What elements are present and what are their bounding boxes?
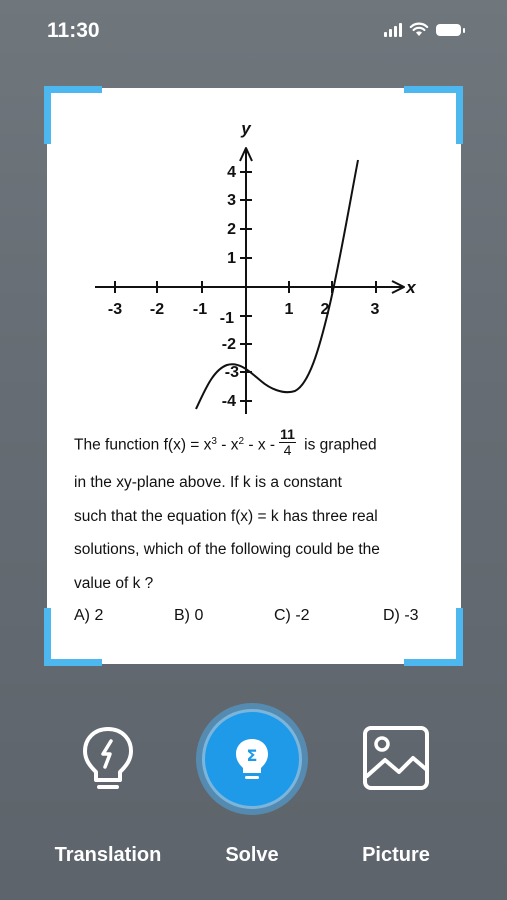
image-icon [361,724,431,792]
wifi-icon [409,22,429,37]
scan-corner-top-right [404,86,463,93]
x-tick-label: -1 [192,301,208,318]
choice-b: B) 0 [174,607,204,624]
lightbulb-icon [78,724,138,796]
x-axis [95,281,404,293]
y-tick-label: 2 [227,221,236,238]
question-line-1-prefix: The function f(x) = x [74,436,212,454]
choice-d: D) -3 [383,607,419,624]
x-axis-label: x [406,278,416,297]
scan-corner-bottom-left [44,659,102,666]
exponent-3: 3 [211,435,217,447]
scan-corner-bottom-right [404,659,463,666]
scanned-document [47,88,461,664]
signal-icon [384,23,402,37]
scan-corner-bottom-right-v [456,608,463,666]
question-line-3: such that the equation f(x) = k has three real [74,508,378,525]
question-line-5: value of k ? [74,575,154,592]
y-tick-label: 1 [227,250,236,267]
status-time: 11:30 [47,19,100,42]
x-tick-label: 1 [284,301,294,318]
x-tick-label: -2 [149,301,165,318]
fraction [279,427,296,458]
svg-text:Σ: Σ [246,746,258,765]
translation-button[interactable] [66,718,150,802]
x-tick-label: -3 [107,301,123,318]
exponent-2: 2 [238,435,245,447]
question-line-1-suffix: is graphed [299,436,377,454]
choice-a: A) 2 [74,607,104,624]
solve-button[interactable] [205,712,299,806]
question-line-1 [74,426,377,461]
scan-corner-top-left [44,86,102,93]
scan-corner-top-right-v [456,86,463,144]
solve-label[interactable]: Solve [225,844,279,866]
fraction-numerator: 11 [280,426,295,442]
y-tick-label: -2 [221,336,236,353]
picture-label[interactable]: Picture [362,844,430,866]
y-tick-label: 3 [227,192,236,209]
x-tick-label: 3 [370,301,380,318]
y-tick-label: -1 [219,310,234,327]
picture-button[interactable] [358,722,434,794]
function-curve [196,160,358,409]
y-tick-label: 4 [227,164,236,181]
fraction-denominator: 4 [283,442,292,458]
sigma-lightbulb-icon [232,737,272,781]
status-icons [384,22,461,37]
y-tick-label: -3 [224,364,239,381]
question-line-1-mid: - x [216,436,239,454]
translation-label[interactable]: Translation [54,844,162,866]
question-line-4: solutions, which of the following could be the [74,541,380,558]
y-tick-label: -4 [221,393,236,410]
question-line-1-mid2: - x - [244,436,276,454]
battery-icon [436,24,461,36]
x-tick-label: 2 [320,301,330,318]
status-bar [0,0,507,60]
question-line-2: in the xy-plane above. If k is a constant [74,474,342,491]
y-axis-label: y [241,119,251,138]
y-axis [240,148,252,414]
scan-corner-bottom-left-v [44,608,51,666]
choice-c: C) -2 [274,607,310,624]
function-graph [47,88,461,428]
answer-choices [74,607,444,629]
scan-corner-top-left-v [44,86,51,144]
